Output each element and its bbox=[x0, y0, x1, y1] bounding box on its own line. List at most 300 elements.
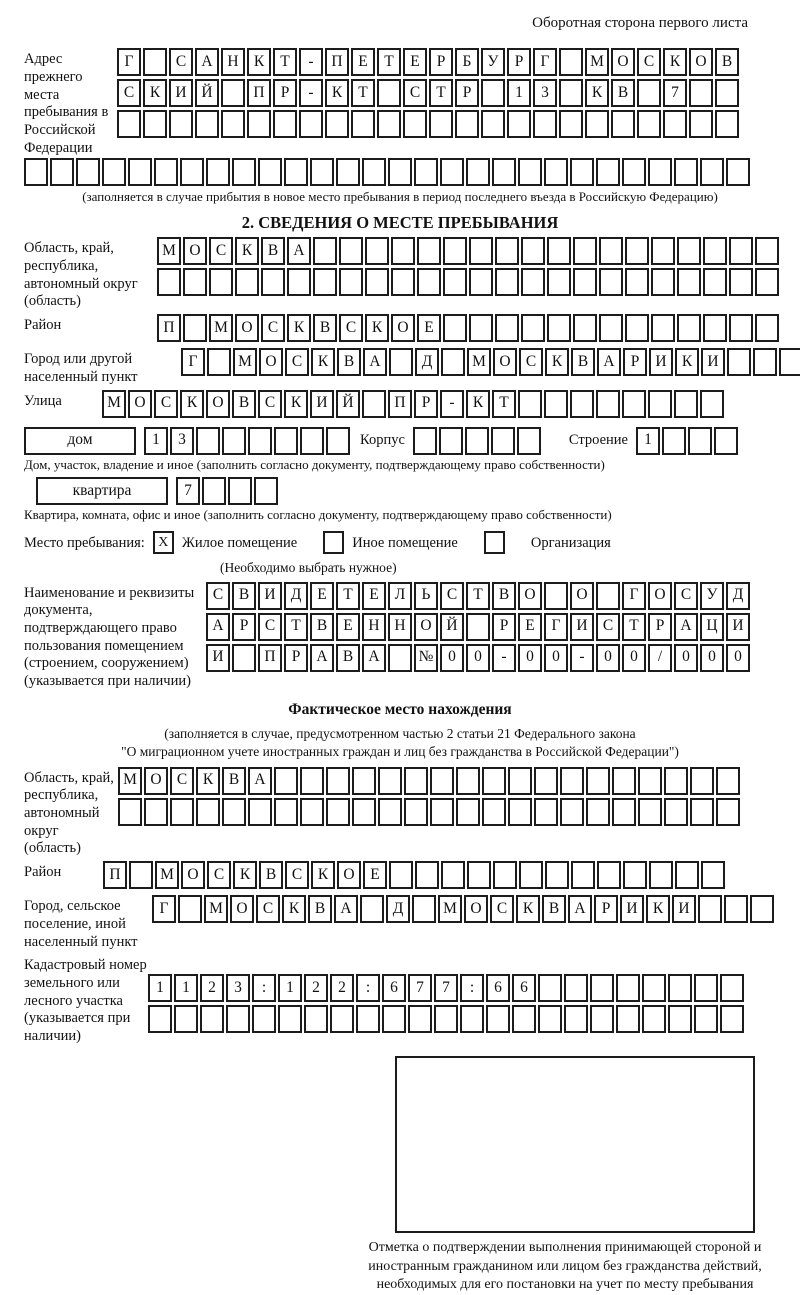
char-cell[interactable]: К bbox=[247, 48, 271, 76]
char-cell[interactable] bbox=[538, 1005, 562, 1033]
char-cell[interactable] bbox=[651, 268, 675, 296]
char-cell[interactable] bbox=[668, 974, 692, 1002]
char-cell[interactable] bbox=[726, 158, 750, 186]
char-cell[interactable] bbox=[443, 268, 467, 296]
char-cell[interactable] bbox=[252, 1005, 276, 1033]
char-cell[interactable]: Г bbox=[152, 895, 176, 923]
char-cell[interactable]: 0 bbox=[700, 644, 724, 672]
char-cell[interactable]: С bbox=[258, 390, 282, 418]
char-cell[interactable]: К bbox=[466, 390, 490, 418]
char-cell[interactable] bbox=[430, 767, 454, 795]
char-cell[interactable] bbox=[611, 110, 635, 138]
char-cell[interactable] bbox=[651, 314, 675, 342]
char-cell[interactable]: И bbox=[649, 348, 673, 376]
char-cell[interactable]: Д bbox=[415, 348, 439, 376]
char-cell[interactable] bbox=[573, 268, 597, 296]
char-cell[interactable]: В bbox=[310, 613, 334, 641]
char-cell[interactable] bbox=[664, 767, 688, 795]
char-cell[interactable] bbox=[729, 237, 753, 265]
char-cell[interactable]: П bbox=[247, 79, 271, 107]
char-cell[interactable] bbox=[129, 861, 153, 889]
char-cell[interactable] bbox=[564, 1005, 588, 1033]
char-cell[interactable]: О bbox=[464, 895, 488, 923]
char-cell[interactable]: И bbox=[701, 348, 725, 376]
char-cell[interactable] bbox=[232, 644, 256, 672]
char-cell[interactable] bbox=[495, 237, 519, 265]
char-cell[interactable] bbox=[412, 895, 436, 923]
char-cell[interactable] bbox=[456, 798, 480, 826]
char-cell[interactable] bbox=[547, 268, 571, 296]
char-cell[interactable]: В bbox=[715, 48, 739, 76]
char-cell[interactable] bbox=[284, 158, 308, 186]
char-cell[interactable] bbox=[195, 110, 219, 138]
char-cell[interactable]: А bbox=[674, 613, 698, 641]
char-cell[interactable] bbox=[521, 314, 545, 342]
char-cell[interactable] bbox=[362, 158, 386, 186]
char-cell[interactable]: А bbox=[334, 895, 358, 923]
char-cell[interactable]: К bbox=[646, 895, 670, 923]
char-cell[interactable]: С bbox=[209, 237, 233, 265]
char-cell[interactable] bbox=[196, 427, 220, 455]
char-cell[interactable] bbox=[714, 427, 738, 455]
char-cell[interactable] bbox=[417, 237, 441, 265]
char-cell[interactable] bbox=[429, 110, 453, 138]
char-cell[interactable] bbox=[102, 158, 126, 186]
char-cell[interactable] bbox=[248, 798, 272, 826]
char-cell[interactable]: С bbox=[403, 79, 427, 107]
char-cell[interactable] bbox=[278, 1005, 302, 1033]
char-cell[interactable] bbox=[228, 477, 252, 505]
char-cell[interactable] bbox=[339, 268, 363, 296]
char-cell[interactable] bbox=[573, 237, 597, 265]
char-cell[interactable] bbox=[599, 237, 623, 265]
char-cell[interactable]: К bbox=[585, 79, 609, 107]
char-cell[interactable]: А bbox=[597, 348, 621, 376]
char-cell[interactable] bbox=[642, 1005, 666, 1033]
char-cell[interactable]: О bbox=[391, 314, 415, 342]
char-cell[interactable] bbox=[674, 158, 698, 186]
char-cell[interactable]: Н bbox=[362, 613, 386, 641]
char-cell[interactable] bbox=[128, 158, 152, 186]
char-cell[interactable] bbox=[389, 861, 413, 889]
char-cell[interactable]: Р bbox=[594, 895, 618, 923]
char-cell[interactable]: Т bbox=[622, 613, 646, 641]
char-cell[interactable]: 1 bbox=[636, 427, 660, 455]
char-cell[interactable] bbox=[585, 110, 609, 138]
char-cell[interactable]: В bbox=[313, 314, 337, 342]
char-cell[interactable] bbox=[325, 110, 349, 138]
char-cell[interactable] bbox=[612, 767, 636, 795]
char-cell[interactable]: 1 bbox=[507, 79, 531, 107]
char-cell[interactable]: В bbox=[261, 237, 285, 265]
char-cell[interactable] bbox=[651, 237, 675, 265]
char-cell[interactable]: Ь bbox=[414, 582, 438, 610]
char-cell[interactable] bbox=[677, 268, 701, 296]
char-cell[interactable] bbox=[261, 268, 285, 296]
char-cell[interactable] bbox=[287, 268, 311, 296]
char-cell[interactable] bbox=[521, 268, 545, 296]
char-cell[interactable] bbox=[352, 767, 376, 795]
char-cell[interactable]: : bbox=[356, 974, 380, 1002]
char-cell[interactable]: Р bbox=[429, 48, 453, 76]
char-cell[interactable]: А bbox=[287, 237, 311, 265]
char-cell[interactable] bbox=[300, 767, 324, 795]
char-cell[interactable]: С bbox=[596, 613, 620, 641]
char-cell[interactable] bbox=[716, 798, 740, 826]
char-cell[interactable]: И bbox=[620, 895, 644, 923]
char-cell[interactable] bbox=[648, 390, 672, 418]
char-cell[interactable]: О bbox=[493, 348, 517, 376]
char-cell[interactable]: И bbox=[570, 613, 594, 641]
char-cell[interactable] bbox=[455, 110, 479, 138]
char-cell[interactable]: С bbox=[490, 895, 514, 923]
char-cell[interactable] bbox=[330, 1005, 354, 1033]
char-cell[interactable]: В bbox=[611, 79, 635, 107]
char-cell[interactable]: К bbox=[233, 861, 257, 889]
char-cell[interactable]: : bbox=[460, 974, 484, 1002]
char-cell[interactable]: 0 bbox=[726, 644, 750, 672]
char-cell[interactable] bbox=[154, 158, 178, 186]
char-cell[interactable] bbox=[221, 79, 245, 107]
char-cell[interactable]: П bbox=[388, 390, 412, 418]
char-cell[interactable]: Ц bbox=[700, 613, 724, 641]
char-cell[interactable] bbox=[377, 79, 401, 107]
char-cell[interactable]: К bbox=[284, 390, 308, 418]
char-cell[interactable]: 7 bbox=[176, 477, 200, 505]
char-cell[interactable] bbox=[440, 158, 464, 186]
char-cell[interactable] bbox=[700, 158, 724, 186]
char-cell[interactable]: Т bbox=[284, 613, 308, 641]
char-cell[interactable] bbox=[274, 767, 298, 795]
char-cell[interactable]: Е bbox=[417, 314, 441, 342]
char-cell[interactable]: С bbox=[207, 861, 231, 889]
char-cell[interactable]: 2 bbox=[200, 974, 224, 1002]
char-cell[interactable] bbox=[378, 798, 402, 826]
char-cell[interactable] bbox=[273, 110, 297, 138]
char-cell[interactable]: 3 bbox=[226, 974, 250, 1002]
char-cell[interactable] bbox=[492, 158, 516, 186]
char-cell[interactable] bbox=[560, 798, 584, 826]
char-cell[interactable] bbox=[258, 158, 282, 186]
char-cell[interactable] bbox=[668, 1005, 692, 1033]
char-cell[interactable]: 1 bbox=[144, 427, 168, 455]
char-cell[interactable] bbox=[180, 158, 204, 186]
char-cell[interactable] bbox=[439, 427, 463, 455]
char-cell[interactable]: С bbox=[339, 314, 363, 342]
char-cell[interactable] bbox=[544, 390, 568, 418]
char-cell[interactable] bbox=[689, 79, 713, 107]
char-cell[interactable] bbox=[414, 158, 438, 186]
char-cell[interactable] bbox=[779, 348, 800, 376]
char-cell[interactable]: М bbox=[155, 861, 179, 889]
char-cell[interactable]: Р bbox=[492, 613, 516, 641]
char-cell[interactable] bbox=[675, 861, 699, 889]
char-cell[interactable]: С bbox=[169, 48, 193, 76]
char-cell[interactable] bbox=[694, 1005, 718, 1033]
char-cell[interactable]: С bbox=[170, 767, 194, 795]
char-cell[interactable]: Д bbox=[386, 895, 410, 923]
char-cell[interactable] bbox=[481, 110, 505, 138]
char-cell[interactable] bbox=[559, 79, 583, 107]
char-cell[interactable]: Р bbox=[232, 613, 256, 641]
char-cell[interactable] bbox=[677, 237, 701, 265]
char-cell[interactable]: К bbox=[287, 314, 311, 342]
char-cell[interactable]: О bbox=[259, 348, 283, 376]
char-cell[interactable]: 3 bbox=[170, 427, 194, 455]
char-cell[interactable] bbox=[362, 390, 386, 418]
char-cell[interactable]: К bbox=[545, 348, 569, 376]
char-cell[interactable] bbox=[586, 767, 610, 795]
char-cell[interactable] bbox=[703, 314, 727, 342]
char-cell[interactable] bbox=[200, 1005, 224, 1033]
char-cell[interactable] bbox=[443, 237, 467, 265]
char-cell[interactable] bbox=[482, 798, 506, 826]
char-cell[interactable] bbox=[469, 314, 493, 342]
char-cell[interactable]: Т bbox=[466, 582, 490, 610]
char-cell[interactable]: С bbox=[285, 348, 309, 376]
char-cell[interactable] bbox=[178, 895, 202, 923]
char-cell[interactable]: 3 bbox=[533, 79, 557, 107]
char-cell[interactable] bbox=[143, 48, 167, 76]
char-cell[interactable]: О bbox=[183, 237, 207, 265]
char-cell[interactable] bbox=[570, 158, 594, 186]
char-cell[interactable]: М bbox=[585, 48, 609, 76]
char-cell[interactable]: А bbox=[363, 348, 387, 376]
char-cell[interactable] bbox=[274, 427, 298, 455]
char-cell[interactable] bbox=[391, 237, 415, 265]
char-cell[interactable] bbox=[508, 767, 532, 795]
char-cell[interactable] bbox=[638, 798, 662, 826]
char-cell[interactable] bbox=[221, 110, 245, 138]
char-cell[interactable] bbox=[469, 268, 493, 296]
char-cell[interactable] bbox=[544, 582, 568, 610]
char-cell[interactable]: В bbox=[492, 582, 516, 610]
char-cell[interactable]: М bbox=[209, 314, 233, 342]
char-cell[interactable] bbox=[573, 314, 597, 342]
char-cell[interactable]: С bbox=[440, 582, 464, 610]
char-cell[interactable]: Б bbox=[455, 48, 479, 76]
char-cell[interactable]: X bbox=[153, 531, 174, 554]
char-cell[interactable] bbox=[378, 767, 402, 795]
char-cell[interactable] bbox=[388, 644, 412, 672]
char-cell[interactable]: С bbox=[256, 895, 280, 923]
char-cell[interactable] bbox=[495, 314, 519, 342]
char-cell[interactable]: У bbox=[700, 582, 724, 610]
char-cell[interactable] bbox=[196, 798, 220, 826]
char-cell[interactable]: Е bbox=[518, 613, 542, 641]
char-cell[interactable]: О bbox=[230, 895, 254, 923]
char-cell[interactable] bbox=[148, 1005, 172, 1033]
char-cell[interactable] bbox=[559, 110, 583, 138]
char-cell[interactable] bbox=[430, 798, 454, 826]
char-cell[interactable] bbox=[637, 110, 661, 138]
char-cell[interactable]: Р bbox=[284, 644, 308, 672]
char-cell[interactable] bbox=[625, 268, 649, 296]
char-cell[interactable] bbox=[753, 348, 777, 376]
char-cell[interactable]: Р bbox=[414, 390, 438, 418]
char-cell[interactable] bbox=[391, 268, 415, 296]
char-cell[interactable] bbox=[729, 268, 753, 296]
char-cell[interactable]: К bbox=[180, 390, 204, 418]
char-cell[interactable]: Р bbox=[455, 79, 479, 107]
char-cell[interactable]: К bbox=[235, 237, 259, 265]
char-cell[interactable] bbox=[377, 110, 401, 138]
char-cell[interactable]: О bbox=[570, 582, 594, 610]
char-cell[interactable] bbox=[570, 390, 594, 418]
char-cell[interactable]: О bbox=[144, 767, 168, 795]
char-cell[interactable] bbox=[460, 1005, 484, 1033]
char-cell[interactable] bbox=[481, 79, 505, 107]
char-cell[interactable] bbox=[648, 158, 672, 186]
char-cell[interactable]: М bbox=[204, 895, 228, 923]
char-cell[interactable]: - bbox=[570, 644, 594, 672]
char-cell[interactable] bbox=[720, 1005, 744, 1033]
char-cell[interactable] bbox=[521, 237, 545, 265]
char-cell[interactable] bbox=[590, 1005, 614, 1033]
char-cell[interactable]: О bbox=[689, 48, 713, 76]
char-cell[interactable] bbox=[207, 348, 231, 376]
char-cell[interactable] bbox=[662, 427, 686, 455]
char-cell[interactable]: Д bbox=[726, 582, 750, 610]
char-cell[interactable] bbox=[404, 767, 428, 795]
char-cell[interactable]: В bbox=[222, 767, 246, 795]
char-cell[interactable]: А bbox=[310, 644, 334, 672]
char-cell[interactable]: П bbox=[157, 314, 181, 342]
char-cell[interactable] bbox=[507, 110, 531, 138]
char-cell[interactable]: И bbox=[206, 644, 230, 672]
char-cell[interactable]: Е bbox=[403, 48, 427, 76]
char-cell[interactable] bbox=[491, 427, 515, 455]
char-cell[interactable]: И bbox=[258, 582, 282, 610]
char-cell[interactable] bbox=[209, 268, 233, 296]
apartment-type-box[interactable]: квартира bbox=[36, 477, 168, 505]
char-cell[interactable]: 6 bbox=[486, 974, 510, 1002]
char-cell[interactable] bbox=[597, 861, 621, 889]
char-cell[interactable] bbox=[493, 861, 517, 889]
char-cell[interactable] bbox=[174, 1005, 198, 1033]
char-cell[interactable] bbox=[750, 895, 774, 923]
char-cell[interactable] bbox=[143, 110, 167, 138]
char-cell[interactable]: 7 bbox=[663, 79, 687, 107]
char-cell[interactable]: В bbox=[542, 895, 566, 923]
char-cell[interactable] bbox=[703, 237, 727, 265]
char-cell[interactable]: К bbox=[663, 48, 687, 76]
char-cell[interactable]: П bbox=[103, 861, 127, 889]
char-cell[interactable]: Г bbox=[544, 613, 568, 641]
char-cell[interactable]: В bbox=[232, 390, 256, 418]
char-cell[interactable]: 0 bbox=[674, 644, 698, 672]
char-cell[interactable] bbox=[484, 531, 505, 554]
char-cell[interactable]: С bbox=[519, 348, 543, 376]
char-cell[interactable]: Е bbox=[310, 582, 334, 610]
char-cell[interactable] bbox=[637, 79, 661, 107]
char-cell[interactable]: О bbox=[181, 861, 205, 889]
char-cell[interactable]: / bbox=[648, 644, 672, 672]
char-cell[interactable]: И bbox=[672, 895, 696, 923]
char-cell[interactable] bbox=[170, 798, 194, 826]
char-cell[interactable] bbox=[612, 798, 636, 826]
char-cell[interactable] bbox=[352, 798, 376, 826]
char-cell[interactable] bbox=[323, 531, 344, 554]
char-cell[interactable] bbox=[616, 974, 640, 1002]
char-cell[interactable]: - bbox=[299, 48, 323, 76]
char-cell[interactable] bbox=[674, 390, 698, 418]
char-cell[interactable] bbox=[690, 767, 714, 795]
char-cell[interactable] bbox=[625, 237, 649, 265]
char-cell[interactable] bbox=[404, 798, 428, 826]
char-cell[interactable]: А bbox=[568, 895, 592, 923]
char-cell[interactable]: В bbox=[259, 861, 283, 889]
char-cell[interactable] bbox=[403, 110, 427, 138]
char-cell[interactable] bbox=[226, 1005, 250, 1033]
char-cell[interactable]: : bbox=[252, 974, 276, 1002]
char-cell[interactable] bbox=[304, 1005, 328, 1033]
char-cell[interactable] bbox=[482, 767, 506, 795]
char-cell[interactable]: В bbox=[308, 895, 332, 923]
char-cell[interactable]: Д bbox=[284, 582, 308, 610]
char-cell[interactable]: К bbox=[311, 348, 335, 376]
char-cell[interactable]: М bbox=[157, 237, 181, 265]
char-cell[interactable] bbox=[456, 767, 480, 795]
char-cell[interactable]: О bbox=[128, 390, 152, 418]
char-cell[interactable] bbox=[351, 110, 375, 138]
char-cell[interactable] bbox=[755, 237, 779, 265]
char-cell[interactable]: 0 bbox=[440, 644, 464, 672]
char-cell[interactable]: Т bbox=[273, 48, 297, 76]
char-cell[interactable]: О bbox=[648, 582, 672, 610]
char-cell[interactable] bbox=[300, 427, 324, 455]
char-cell[interactable] bbox=[413, 427, 437, 455]
char-cell[interactable]: Р bbox=[507, 48, 531, 76]
char-cell[interactable] bbox=[545, 861, 569, 889]
char-cell[interactable] bbox=[596, 158, 620, 186]
char-cell[interactable] bbox=[571, 861, 595, 889]
char-cell[interactable] bbox=[518, 390, 542, 418]
char-cell[interactable] bbox=[466, 613, 490, 641]
char-cell[interactable] bbox=[360, 895, 384, 923]
house-type-box[interactable]: дом bbox=[24, 427, 136, 455]
char-cell[interactable]: К bbox=[282, 895, 306, 923]
char-cell[interactable] bbox=[508, 798, 532, 826]
char-cell[interactable] bbox=[616, 1005, 640, 1033]
char-cell[interactable] bbox=[724, 895, 748, 923]
char-cell[interactable] bbox=[310, 158, 334, 186]
char-cell[interactable] bbox=[519, 861, 543, 889]
char-cell[interactable]: Г bbox=[622, 582, 646, 610]
char-cell[interactable] bbox=[547, 314, 571, 342]
char-cell[interactable]: № bbox=[414, 644, 438, 672]
char-cell[interactable] bbox=[183, 268, 207, 296]
char-cell[interactable]: А bbox=[248, 767, 272, 795]
char-cell[interactable] bbox=[559, 48, 583, 76]
char-cell[interactable] bbox=[469, 237, 493, 265]
char-cell[interactable]: К bbox=[675, 348, 699, 376]
char-cell[interactable] bbox=[247, 110, 271, 138]
char-cell[interactable] bbox=[169, 110, 193, 138]
char-cell[interactable] bbox=[254, 477, 278, 505]
char-cell[interactable]: С bbox=[117, 79, 141, 107]
char-cell[interactable] bbox=[365, 237, 389, 265]
char-cell[interactable]: Т bbox=[492, 390, 516, 418]
char-cell[interactable]: Л bbox=[388, 582, 412, 610]
char-cell[interactable] bbox=[388, 158, 412, 186]
char-cell[interactable] bbox=[599, 268, 623, 296]
char-cell[interactable]: К bbox=[143, 79, 167, 107]
char-cell[interactable] bbox=[596, 390, 620, 418]
char-cell[interactable] bbox=[727, 348, 751, 376]
char-cell[interactable] bbox=[720, 974, 744, 1002]
char-cell[interactable] bbox=[564, 974, 588, 1002]
